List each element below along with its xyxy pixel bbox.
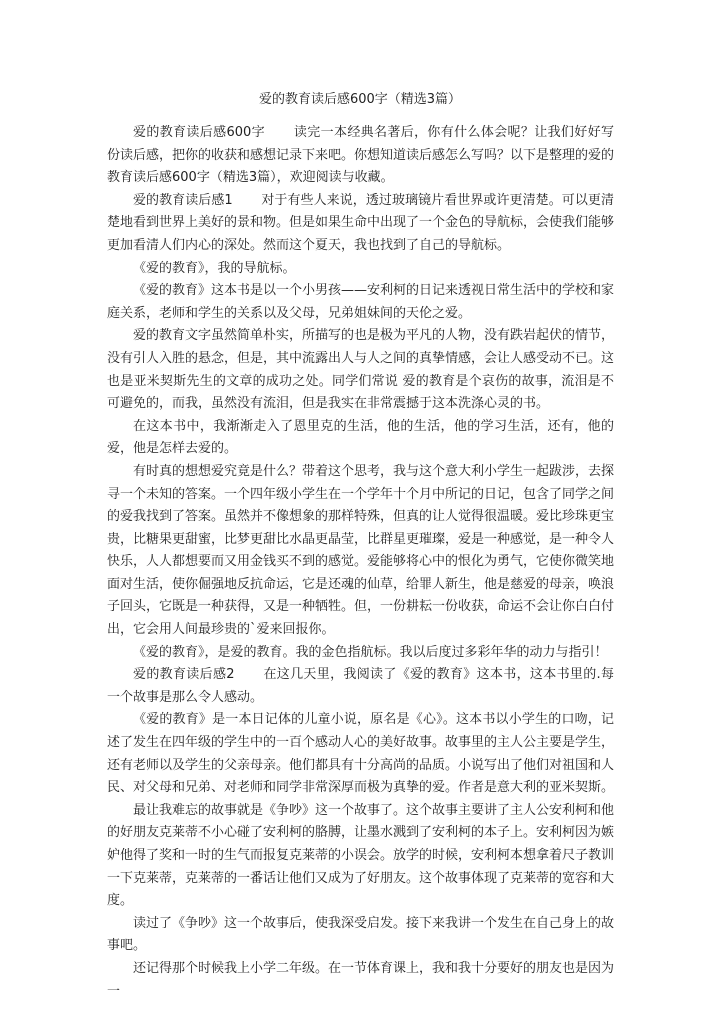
paragraph	[107, 800, 614, 913]
paragraph-text: 《爱的教育》这本书是以一个小男孩——安利柯的日记来透视日常生活中的学校和家庭关系，老师和学生的关系以及父母，兄弟姐妹间的天伦之爱。	[107, 283, 615, 321]
section-heading: 爱的教育读后感600字	[133, 125, 265, 140]
paragraph	[107, 664, 614, 709]
paragraph-text: 在这几天里，我阅读了《爱的教育》这本书，这本书里的.每一个故事是那么令人感动。	[107, 667, 614, 705]
paragraph-text: 在这本书中，我渐渐走入了恩里克的生活，他的生活，他的学习生活，还有，他的爱，他是怎样去爱的。	[107, 418, 614, 457]
paragraph	[107, 258, 614, 281]
paragraph-text: 对于有些人来说，透过玻璃镜片看世界或许更清楚。可以更清楚地看到世界上美好的景和物。但是如果生命中出现了一个金色的导航标，会使我们能够更加看清人们内心的深处。然而这个夏天，我也找到了自己的导航标。	[107, 192, 615, 253]
paragraph-text: 《爱的教育》，我的导航标。	[133, 260, 296, 276]
document-title: 爱的教育读后感600字（精选3篇）	[258, 92, 462, 107]
paragraph-text: 《爱的教育》，是爱的教育。我的金色指航标。我以后度过多彩年华的动力与指引！	[133, 644, 608, 660]
paragraph-text: 爱的教育文字虽然简单朴实，所描写的也是极为平凡的人物，没有跌岩起伏的情节，没有引人入胜的悬念，但是，其中流露出人与人之间的真挚情感，会让人感受动不已。这也是亚米契斯先生的文章的成功之处。同学们常说 爱的教育是个哀伤的故事，流泪是不可避免的，而我，虽然没有流泪，但是我实在非常震撼于这本洗涤心灵的书。	[107, 328, 615, 412]
paragraph	[107, 913, 614, 958]
paragraph	[107, 280, 614, 325]
paragraph	[107, 642, 614, 665]
paragraph	[107, 325, 614, 415]
paragraph-text: 读完一本经典名著后，你有什么体会呢？让我们好好写份读后感，把你的收获和感想记录下来吧。你想知道读后感怎么写吗？以下是整理的爱的教育读后感600字（精选3篇），欢迎阅读与收藏。	[107, 125, 615, 186]
section-heading: 爱的教育读后感1	[133, 192, 233, 208]
paragraph	[107, 416, 614, 461]
paragraph	[107, 709, 614, 799]
paragraph-text: 最让我难忘的故事就是《争吵》这一个故事了。这个故事主要讲了主人公安利柯和他的好朋友克莱蒂不小心碰了安利柯的胳膊，让墨水溅到了安利柯的本子上。安利柯因为嫉妒他得了奖和一时的生气而报复克莱蒂的小误会。放学的时候，安利柯本想拿着尺子教训一下克莱蒂，克莱蒂的一番话让他们又成为了好朋友。这个故事体现了克莱蒂的宽容和大度。	[107, 802, 615, 909]
paragraph-text: 《爱的教育》是一本日记体的儿童小说，原名是《心》。这本书以小学生的口吻，记述了发生在四年级的学生中的一百个感动人心的美好故事。故事里的主人公主要是学生，还有老师以及学生的父亲母亲。他们都具有十分高尚的品质。小说写出了他们对祖国和人民、对父母和兄弟、对老师和同学非常深厚而极为真挚的爱。作者是意大利的亚米契斯。	[107, 712, 615, 796]
paragraph-text: 有时真的想想爱究竟是什么？带着这个思考，我与这个意大利小学生一起跋涉，去探寻一个未知的答案。一个四年级小学生在一个学年十个月中所记的日记，包含了同学之间的爱我找到了答案。虽然并不像想象的那样特殊，但真的让人觉得很温暖。爱比珍珠更宝贵，比糖果更甜蜜，比梦更甜比水晶更晶莹，比群星更璀璨，爱是一种感觉，是一种令人快乐，人人都想要而又用金钱买不到的感觉。爱能够将心中的恨化为勇气，它使你微笑地面对生活，使你倔强地反抗命运，它是还魂的仙草，给罪人新生，他是慈爱的母亲，唤浪子回头，它既是一种获得，又是一种牺牲。但，一份耕耘一份收获，命运不会让你白白付出，它会用人间最珍贵的`爱来回报你。	[107, 463, 615, 638]
document-body	[107, 122, 614, 1003]
paragraph	[107, 122, 614, 190]
paragraph	[107, 958, 614, 1003]
section-heading: 爱的教育读后感2	[133, 667, 235, 683]
paragraph	[107, 461, 614, 642]
paragraph-text: 读过了《争吵》这一个故事后，使我深受启发。接下来我讲一个发生在自己身上的故事吧。	[107, 915, 615, 954]
paragraph-text: 还记得那个时候我上小学二年级。在一节体育课上，我和我十分要好的朋友也是因为一	[107, 960, 615, 999]
paragraph	[107, 190, 614, 258]
